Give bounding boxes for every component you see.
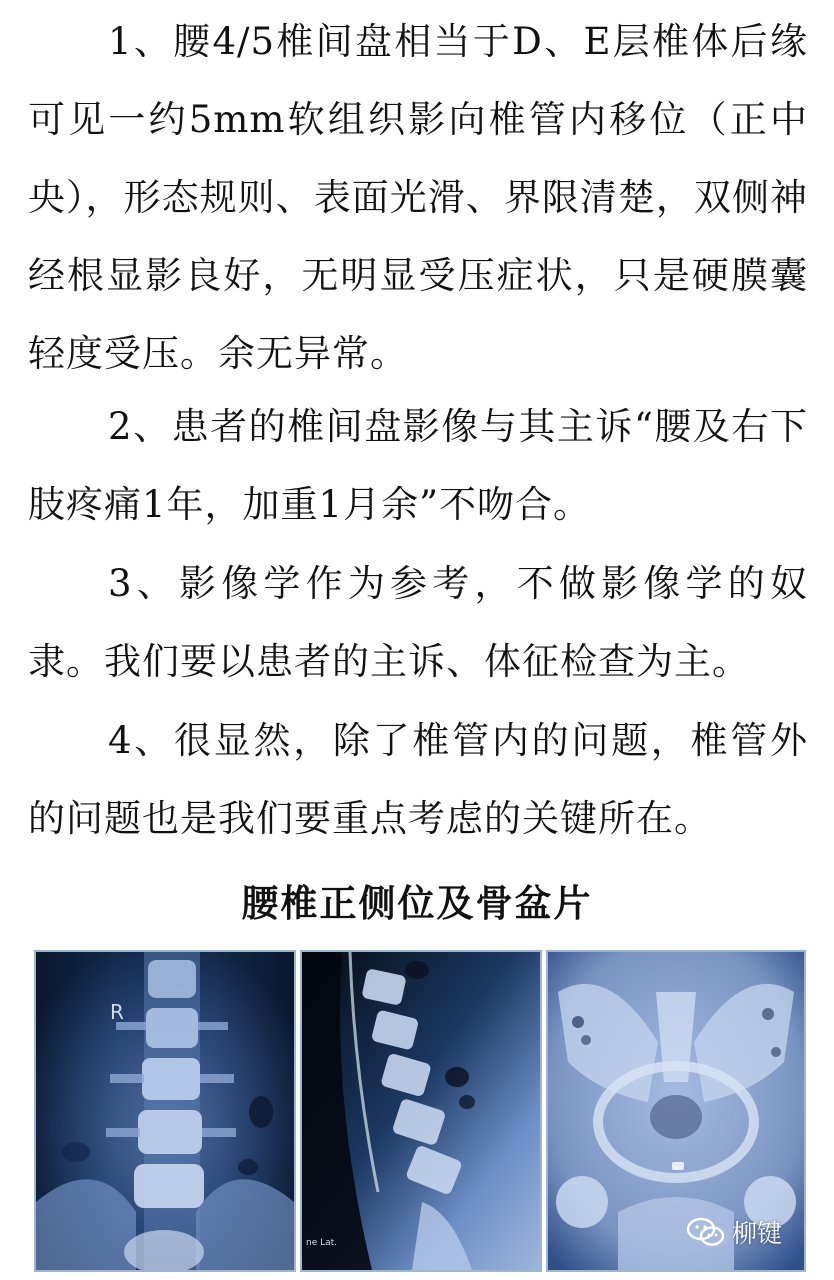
xray-pelvis-image — [546, 950, 806, 1272]
paragraph-1: 1、腰4/5椎间盘相当于D、E层椎体后缘可见一约5mm软组织影向椎管内移位（正中央），形态规则、表面光滑、界限清楚，双侧神经根显影良好，无明显受压症状，只是硬膜囊轻度受压。余无异常。 — [28, 20, 808, 375]
xray-figure — [34, 950, 806, 1272]
paragraph-4: 4、很显然，除了椎管内的问题，椎管外的问题也是我们要重点考虑的关键所在。 — [28, 719, 808, 840]
watermark-text: 柳键 — [731, 1219, 782, 1248]
paragraph-2: 2、患者的椎间盘影像与其主诉“腰及右下肢疼痛1年，加重1月余”不吻合。 — [28, 405, 808, 526]
watermark — [686, 1214, 782, 1250]
paragraph-3: 3、影像学作为参考，不做影像学的奴隶。我们要以患者的主诉、体征检查为主。 — [28, 562, 808, 683]
xray-ap-lumbar-image — [34, 950, 296, 1272]
figure-caption: 腰椎正侧位及骨盆片 — [241, 882, 593, 925]
wechat-icon — [686, 1217, 726, 1247]
xray-lateral-lumbar-image — [300, 950, 542, 1272]
xray-view-marker: ne Lat. — [306, 1238, 338, 1248]
xray-side-marker: R — [110, 1000, 124, 1024]
